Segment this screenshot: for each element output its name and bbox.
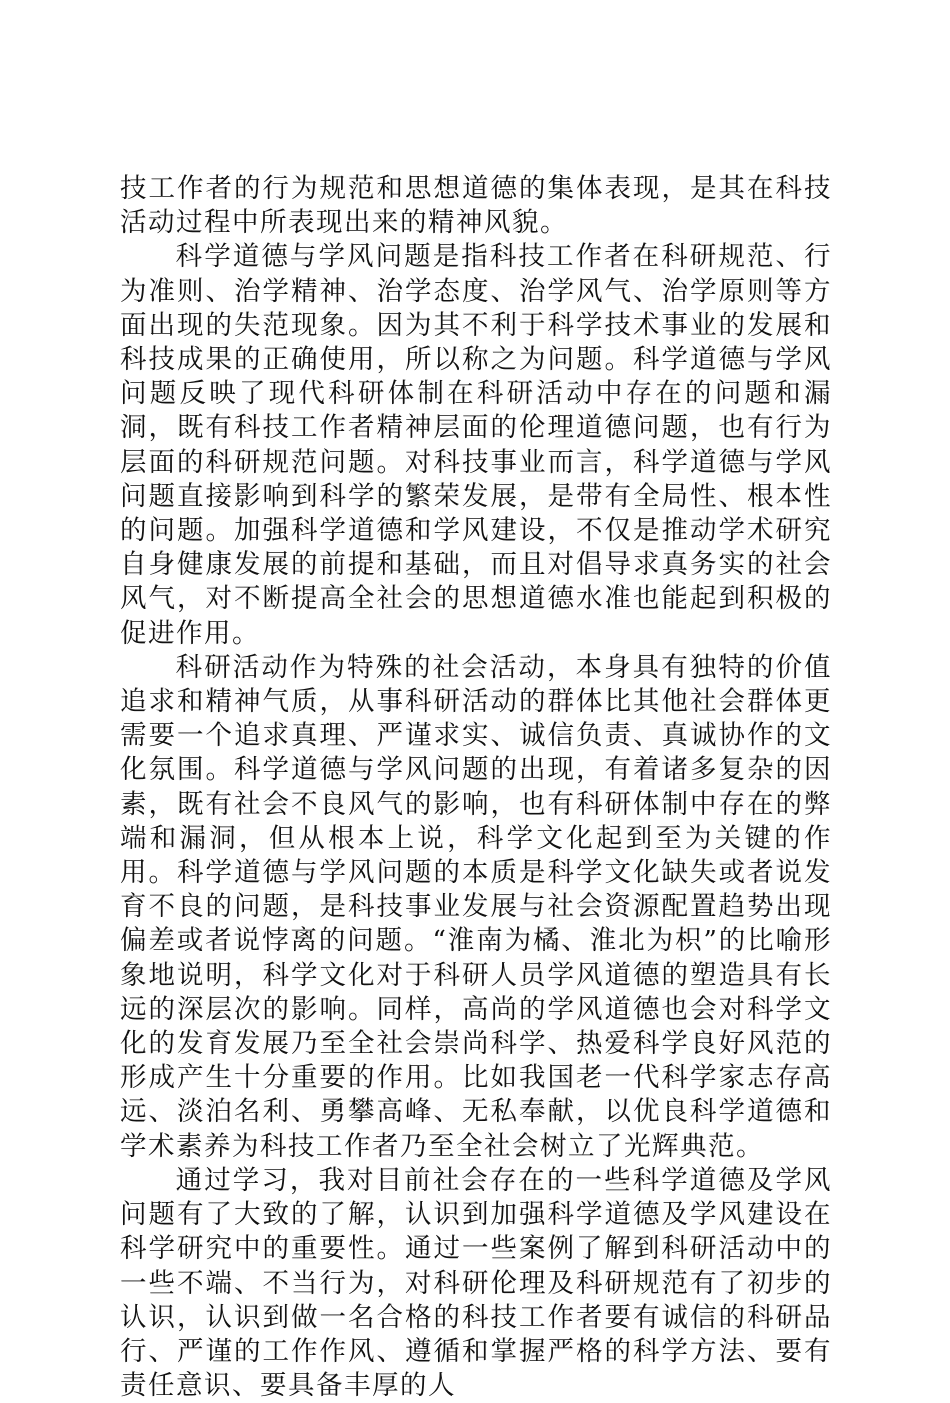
paragraph-science-culture: 科研活动作为特殊的社会活动，本身具有独特的价值追求和精神气质，从事科研活动的群体比其他社会群体更需要一个追求真理、严谨求实、诚信负责、真诚协作的文化氛围。科学道德与学风问题的出现，有着诸多复杂的因素，既有社会不良风气的影响，也有科研体制中存在的弊端和漏洞，但从根本上说，科学文化起到至为关键的作用。科学道德与学风问题的本质是科学文化缺失或者说发育不良的问题，是科技事业发展与社会资源配置趋势出现偏差或者说悖离的问题。“淮南为橘、淮北为枳”的比喻形象地说明，科学文化对于科研人员学风道德的塑造具有长远的深层次的影响。同样，高尚的学风道德也会对科学文化的发育发展乃至全社会崇尚科学、热爱科学良好风范的形成产生十分重要的作用。比如我国老一代科学家志存高远、淡泊名利、勇攀高峰、无私奉献，以优良科学道德和学术素养为科技工作者乃至全社会树立了光辉典范。 (120, 651, 832, 1162)
document-body (120, 172, 832, 1403)
paragraph-continuation: 技工作者的行为规范和思想道德的集体表现，是其在科技活动过程中所表现出来的精神风貌。 (120, 173, 832, 239)
paragraph-science-ethics-definition: 科学道德与学风问题是指科技工作者在科研规范、行为准则、治学精神、治学态度、治学风气、治学原则等方面出现的失范现象。因为其不利于科学技术事业的发展和科技成果的正确使用，所以称之为问题。科学道德与学风问题反映了现代科研体制在科研活动中存在的问题和漏洞，既有科技工作者精神层面的伦理道德问题，也有行为层面的科研规范问题。对科技事业而言，科学道德与学风问题直接影响到科学的繁荣发展，是带有全局性、根本性的问题。加强科学道德和学风建设，不仅是推动学术研究自身健康发展的前提和基础，而且对倡导求真务实的社会风气，对不断提高全社会的思想道德水准也能起到积极的促进作用。 (120, 241, 832, 649)
paragraph-learning-reflection: 通过学习，我对目前社会存在的一些科学道德及学风问题有了大致的了解，认识到加强科学道德及学风建设在科学研究中的重要性。通过一些案例了解到科研活动中的一些不端、不当行为，对科研伦理及科研规范有了初步的认识，认识到做一名合格的科技工作者要有诚信的科研品行、严谨的工作作风、遵循和掌握严格的科学方法、要有责任意识、要具备丰厚的人 (120, 1164, 832, 1402)
